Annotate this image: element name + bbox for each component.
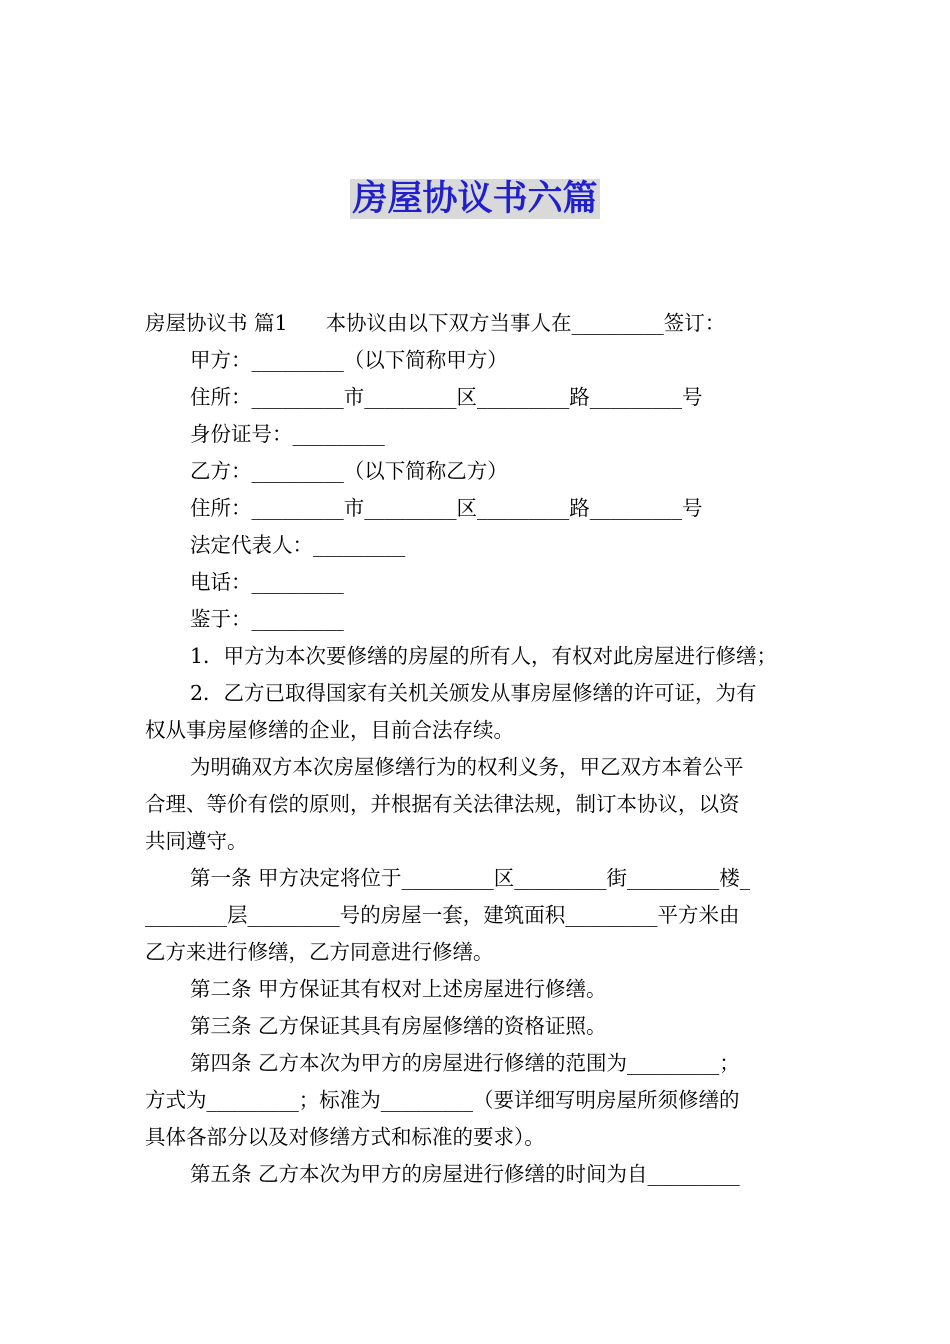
- text-line: [145, 309, 815, 337]
- text-line: 鉴于：_________: [190, 607, 344, 631]
- text-line: 权从事房屋修缮的企业，目前合法存续。: [145, 718, 514, 742]
- text-line: 身份证号：_________: [190, 422, 385, 446]
- text-line: 甲方：_________（以下简称甲方）: [190, 348, 508, 372]
- text-line: 第三条 乙方保证其具有房屋修缮的资格证照。: [190, 1014, 607, 1038]
- text-line: 具体各部分以及对修缮方式和标准的要求）。: [145, 1125, 545, 1149]
- text-line: 乙方来进行修缮，乙方同意进行修缮。: [145, 940, 494, 964]
- text-line: 为明确双方本次房屋修缮行为的权利义务，甲乙双方本着公平: [190, 755, 744, 779]
- text-line: 1．甲方为本次要修缮的房屋的所有人，有权对此房屋进行修缮；: [190, 644, 778, 668]
- text-line: 第五条 乙方本次为甲方的房屋进行修缮的时间为自_________: [190, 1162, 740, 1186]
- text-line: 方式为_________；标准为_________（要详细写明房屋所须修缮的: [145, 1088, 740, 1112]
- text-line: ________层_________号的房屋一套，建筑面积_________平方米由: [145, 903, 740, 927]
- text-line: 住所：_________市_________区_________路_________号: [190, 385, 703, 409]
- text-line: 第二条 甲方保证其有权对上述房屋进行修缮。: [190, 977, 607, 1001]
- text-line: 共同遵守。: [145, 829, 248, 853]
- text-line: 第四条 乙方本次为甲方的房屋进行修缮的范围为_________；: [190, 1051, 740, 1075]
- section-heading: 房屋协议书 篇1: [145, 311, 288, 335]
- text-line: 第一条 甲方决定将位于_________区_________街_________楼_: [190, 866, 751, 890]
- document-title: [0, 174, 950, 224]
- line-text: 本协议由以下双方当事人在_________签订：: [325, 311, 726, 335]
- text-line: 合理、等价有偿的原则，并根据有关法律法规，制订本协议，以资: [145, 792, 740, 816]
- text-line: 电话：_________: [190, 570, 344, 594]
- title-text: 房屋协议书六篇: [352, 179, 598, 219]
- text-line: 2．乙方已取得国家有关机关颁发从事房屋修缮的许可证，为有: [190, 681, 757, 705]
- text-line: 乙方：_________（以下简称乙方）: [190, 459, 508, 483]
- text-line: 住所：_________市_________区_________路_________号: [190, 496, 703, 520]
- text-line: 法定代表人：_________: [190, 533, 406, 557]
